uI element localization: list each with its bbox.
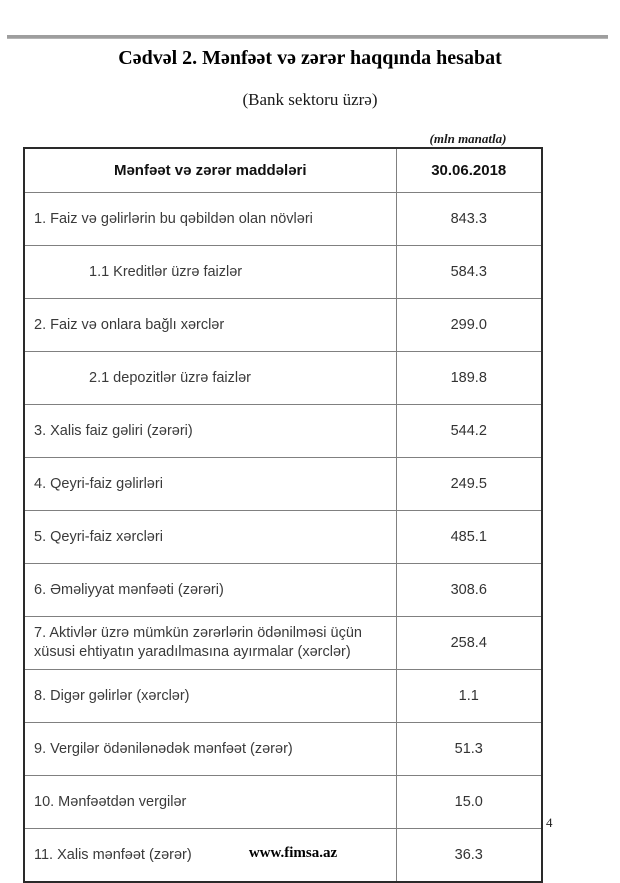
row-value: 308.6 bbox=[396, 564, 542, 617]
row-label: 6. Əməliyyat mənfəəti (zərəri) bbox=[24, 564, 396, 617]
row-label: 8. Digər gəlirlər (xərclər) bbox=[24, 670, 396, 723]
row-value: 544.2 bbox=[396, 405, 542, 458]
row-label: 1. Faiz və gəlirlərin bu qəbildən olan növləri bbox=[24, 193, 396, 246]
row-label: 11. Xalis mənfəət (zərər) bbox=[24, 829, 396, 883]
table-row bbox=[24, 458, 542, 511]
table-header-row bbox=[24, 148, 542, 193]
row-value: 1.1 bbox=[396, 670, 542, 723]
row-label: 10. Mənfəətdən vergilər bbox=[24, 776, 396, 829]
page-number: 4 bbox=[546, 815, 553, 830]
row-label: 1.1 Kreditlər üzrə faizlər bbox=[24, 246, 396, 299]
table-row bbox=[24, 723, 542, 776]
table-row bbox=[24, 193, 542, 246]
row-value: 485.1 bbox=[396, 511, 542, 564]
row-value: 189.8 bbox=[396, 352, 542, 405]
page-title: Cədvəl 2. Mənfəət və zərər haqqında hesabat bbox=[118, 47, 502, 69]
row-value: 258.4 bbox=[396, 617, 542, 670]
table-row bbox=[24, 246, 542, 299]
table-row bbox=[24, 299, 542, 352]
row-label: 9. Vergilər ödənilənədək mənfəət (zərər) bbox=[24, 723, 396, 776]
table-row bbox=[24, 617, 542, 670]
row-value: 843.3 bbox=[396, 193, 542, 246]
row-label: 7. Aktivlər üzrə mümkün zərərlərin ödənilməsi üçün xüsusi ehtiyatın yaradılmasına ayırmalar (xərclər) bbox=[24, 617, 396, 670]
table-row bbox=[24, 511, 542, 564]
row-label: 2. Faiz və onlara bağlı xərclər bbox=[24, 299, 396, 352]
table-row bbox=[24, 564, 542, 617]
column-header-items: Mənfəət və zərər maddələri bbox=[24, 148, 396, 193]
top-horizontal-rule bbox=[7, 35, 608, 39]
table-body bbox=[24, 193, 542, 883]
currency-unit-note: (mln manatla) bbox=[429, 131, 507, 146]
table-row bbox=[24, 670, 542, 723]
row-value: 15.0 bbox=[396, 776, 542, 829]
row-value: 299.0 bbox=[396, 299, 542, 352]
table-row bbox=[24, 776, 542, 829]
row-value: 51.3 bbox=[396, 723, 542, 776]
row-value: 36.3 bbox=[396, 829, 542, 883]
footer-url: www.fimsa.az bbox=[248, 845, 338, 861]
row-value: 584.3 bbox=[396, 246, 542, 299]
row-label: 4. Qeyri-faiz gəlirləri bbox=[24, 458, 396, 511]
table-row bbox=[24, 352, 542, 405]
column-header-date: 30.06.2018 bbox=[396, 148, 542, 193]
profit-loss-table bbox=[23, 147, 543, 883]
row-label: 2.1 depozitlər üzrə faizlər bbox=[24, 352, 396, 405]
row-label: 5. Qeyri-faiz xərcləri bbox=[24, 511, 396, 564]
row-label: 3. Xalis faiz gəliri (zərəri) bbox=[24, 405, 396, 458]
row-value: 249.5 bbox=[396, 458, 542, 511]
page-subtitle: (Bank sektoru üzrə) bbox=[242, 90, 378, 109]
table-row bbox=[24, 405, 542, 458]
